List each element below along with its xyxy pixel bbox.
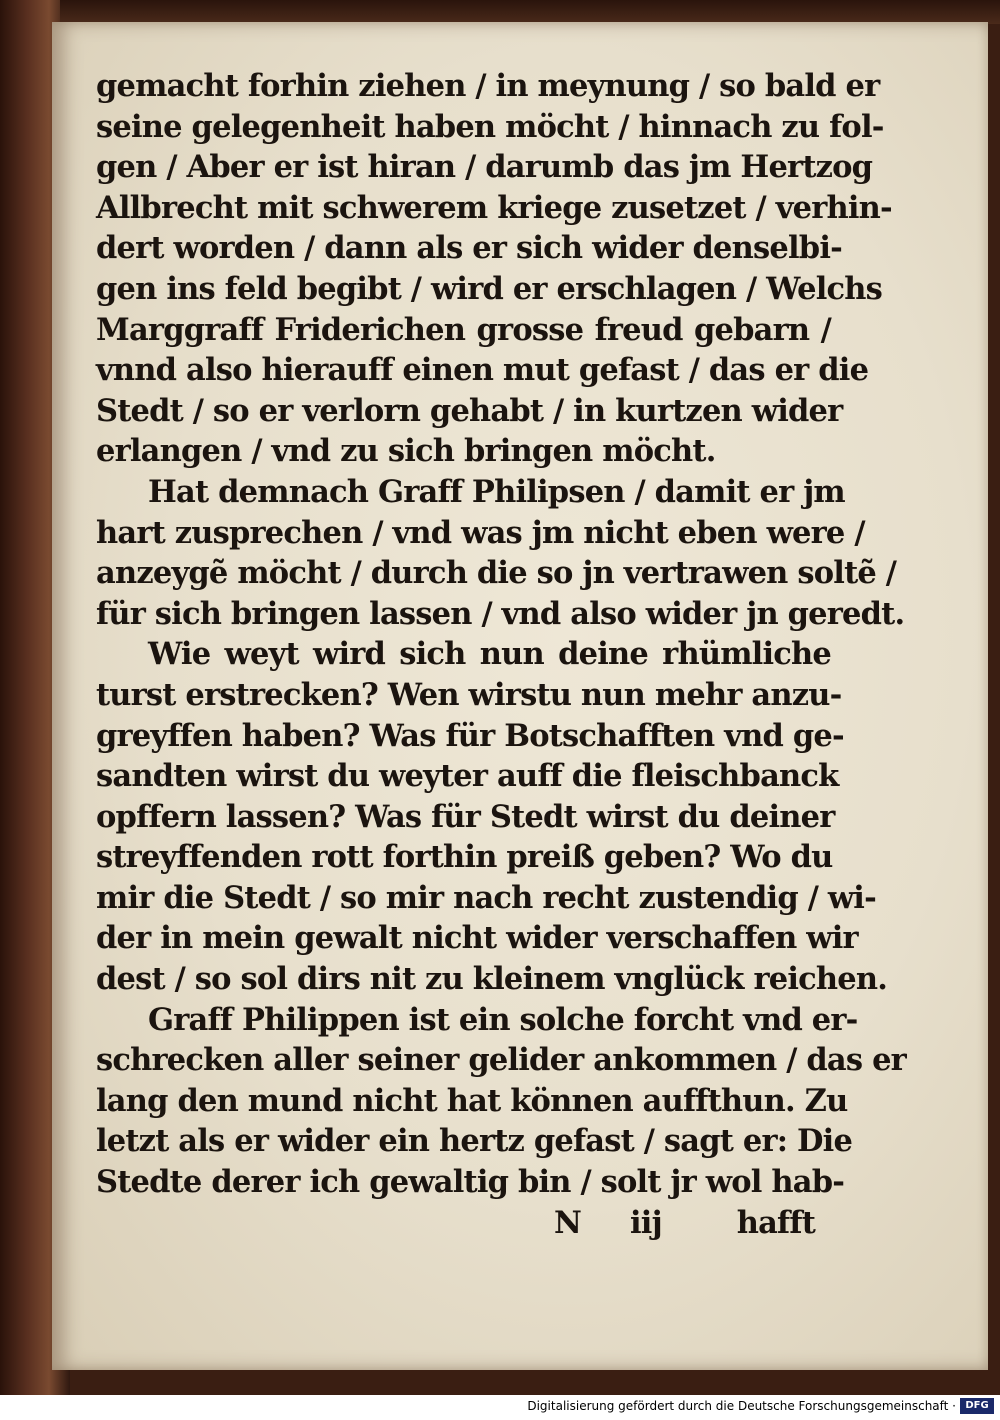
- text-line: der in mein gewalt nicht wider verschaffen wir: [96, 920, 858, 957]
- text-line: hart zusprechen / vnd was jm nicht eben were /: [96, 514, 865, 551]
- text-line: Stedt / so er verlorn gehabt / in kurtzen wider: [96, 392, 843, 429]
- text-line: anzeygẽ möcht / durch die so jn vertrawen soltẽ /: [96, 555, 897, 592]
- signature-line: [96, 1203, 831, 1244]
- text-line: Allbrecht mit schwerem kriege zusetzet / verhin-: [96, 189, 892, 226]
- text-line: Wie weyt wird sich nun deine rhümliche: [148, 636, 831, 673]
- text-line: seine gelegenheit haben möcht / hinnach zu fol-: [96, 108, 884, 145]
- book-top-edge: [60, 0, 1000, 24]
- text-line: Graff Philippen ist ein solche forcht vnd er-: [148, 1001, 858, 1038]
- text-line: mir die Stedt / so mir nach recht zustendig / wi-: [96, 879, 876, 916]
- signature-mark: N: [554, 1204, 582, 1241]
- text-line: dest / so sol dirs nit zu kleinem vnglück reichen.: [96, 961, 888, 998]
- text-line: lang den mund nicht hat können auffthun. Zu: [96, 1082, 848, 1119]
- text-line: opffern lassen? Was für Stedt wirst du deiner: [96, 798, 835, 835]
- text-line: gen / Aber er ist hiran / darumb das jm Hertzog: [96, 149, 873, 186]
- text-line: gemacht forhin ziehen / in meynung / so bald er: [96, 68, 880, 104]
- text-line: Stedte derer ich gewaltig bin / solt jr wol hab-: [96, 1164, 845, 1201]
- text-line: Hat demnach Graff Philipsen / damit er jm: [148, 473, 845, 510]
- text-line: schrecken aller seiner gelider ankommen / das er: [96, 1042, 906, 1079]
- catchword: hafft: [736, 1204, 815, 1241]
- dfg-logo: DFG: [960, 1398, 994, 1414]
- page-text: [96, 66, 906, 1243]
- text-line: erlangen / vnd zu sich bringen möcht.: [96, 433, 716, 470]
- text-line: für sich bringen lassen / vnd also wider jn geredt.: [96, 595, 905, 632]
- text-line: greyffen haben? Was für Botschafften vnd ge-: [96, 717, 844, 754]
- text-line: turst erstrecken? Wen wirstu nun mehr anzu-: [96, 676, 842, 713]
- text-line: letzt als er wider ein hertz gefast / sagt er: Die: [96, 1123, 853, 1160]
- text-line: vnnd also hierauff einen mut gefast / das er die: [96, 352, 869, 389]
- text-line: sandten wirst du weyter auff die fleischbanck: [96, 758, 839, 795]
- text-line: dert worden / dann als er sich wider denselbi-: [96, 230, 842, 267]
- text-line: Marggraff Friderichen grosse freud gebarn /: [96, 311, 831, 348]
- footer-bar: [0, 1395, 1000, 1420]
- text-line: streyffenden rott forthin preiß geben? Wo du: [96, 839, 833, 876]
- text-line: gen ins feld begibt / wird er erschlagen / Welchs: [96, 270, 883, 307]
- funding-note: Digitalisierung gefördert durch die Deutsche Forschungsgemeinschaft ·: [527, 1399, 956, 1413]
- signature-number: iij: [630, 1204, 662, 1241]
